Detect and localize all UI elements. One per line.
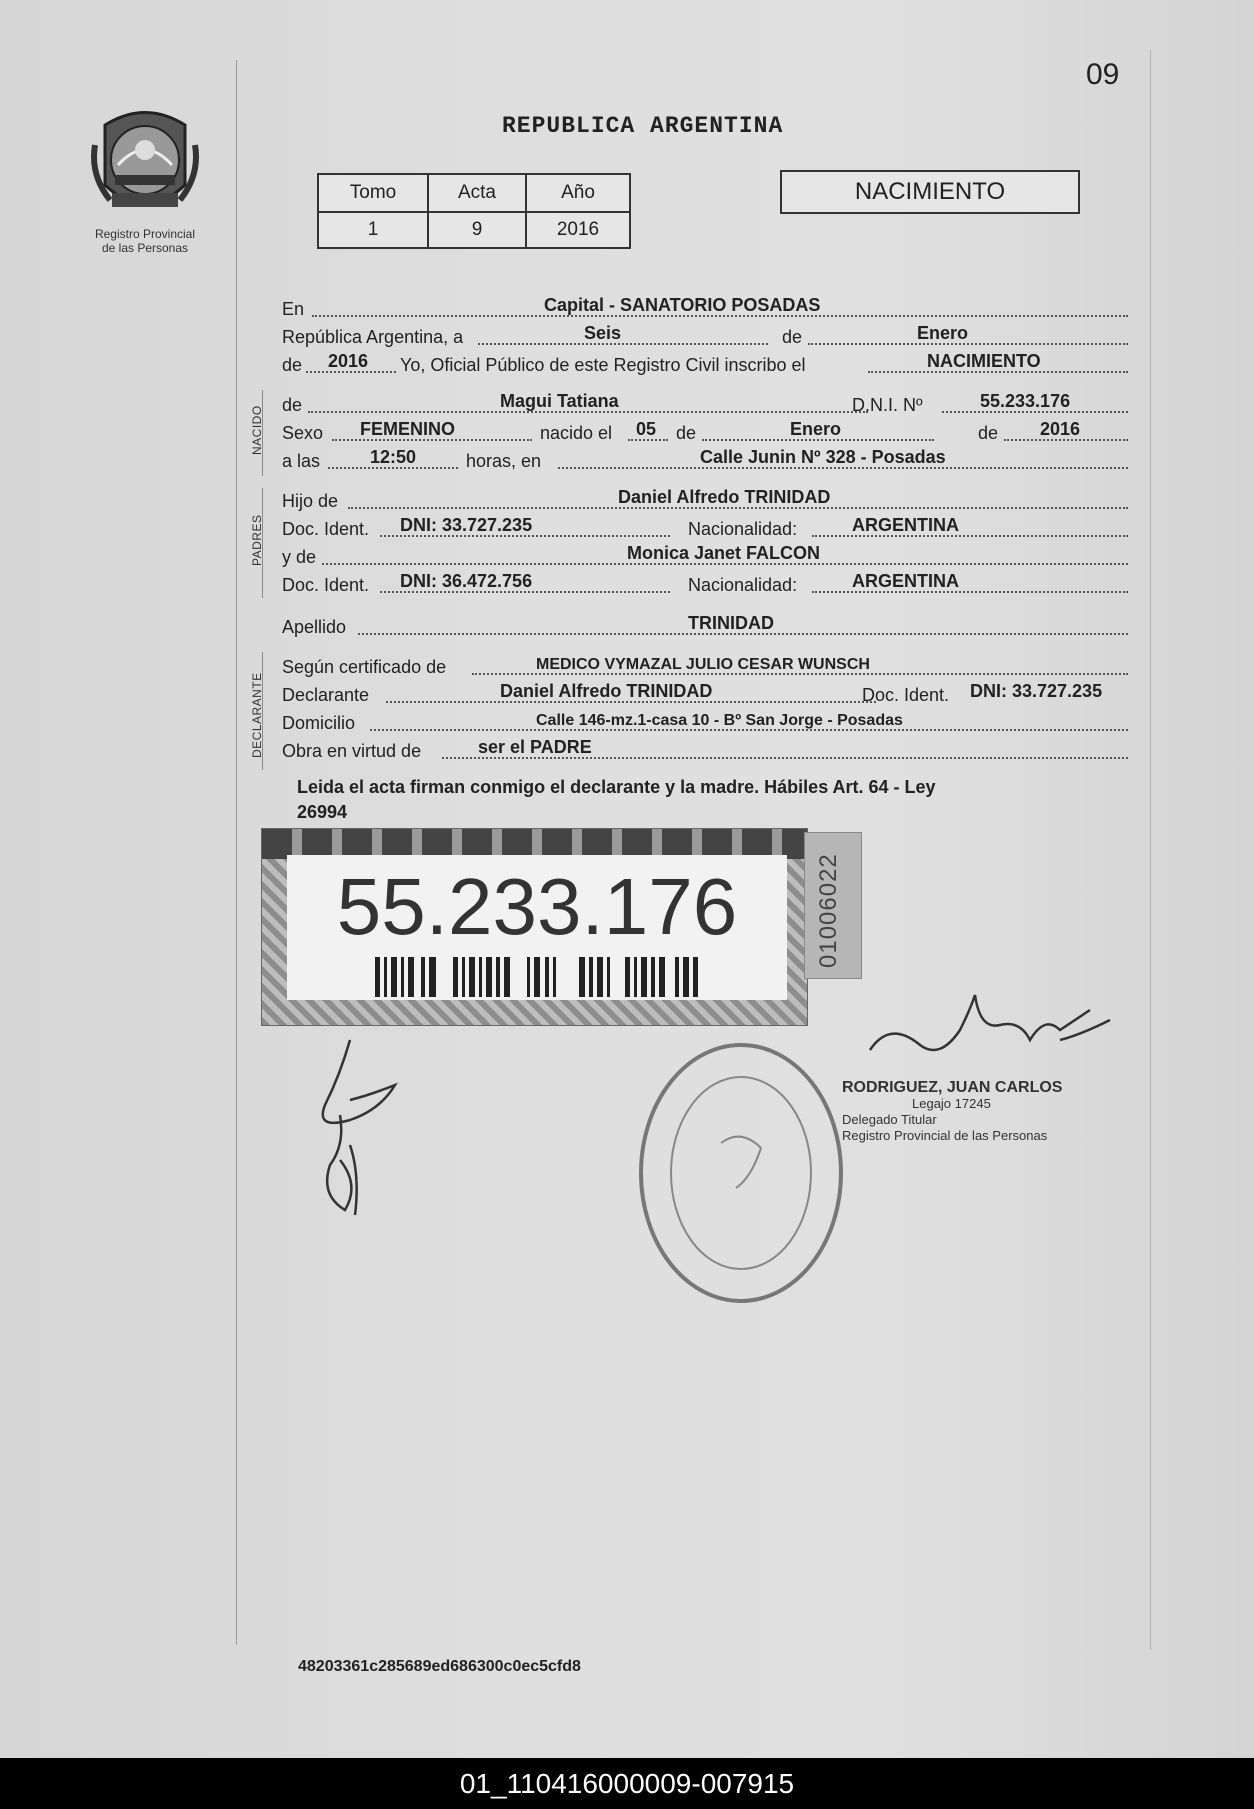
logo-caption-line1: Registro Provincial [94, 227, 196, 241]
label-a-las: a las [282, 451, 321, 471]
label-de-mes: de [676, 423, 697, 443]
serial-number: 01006022 [815, 853, 842, 968]
official-stamp [842, 1080, 1062, 1144]
value-certificado: MEDICO VYMAZAL JULIO CESAR WUNSCH [536, 656, 870, 673]
value-lugar-inscripcion: Capital - SANATORIO POSADAS [544, 295, 821, 315]
header-tomo: Tomo [318, 174, 428, 212]
official-legajo: Legajo 17245 [912, 1096, 991, 1111]
value-tomo: 1 [318, 212, 428, 248]
label-certificado: Según certificado de [282, 657, 447, 677]
label-de-nombre: de [282, 395, 303, 415]
line-madre [282, 542, 1128, 568]
line-padre [282, 486, 1128, 512]
value-padre-nac: ARGENTINA [852, 515, 959, 535]
label-nacido-el: nacido el [540, 423, 613, 443]
label-dni: D.N.I. Nº [852, 395, 923, 415]
provincial-emblem-icon [90, 105, 200, 223]
declarante-section-label: DECLARANTE [250, 672, 264, 758]
line-apellido [282, 612, 1128, 638]
page-number: 09 [1086, 58, 1120, 91]
line-en [282, 294, 1128, 320]
value-anio: 2016 [328, 351, 369, 371]
left-margin-rule [236, 60, 237, 1645]
line-certificado [282, 652, 1128, 678]
registry-logo [80, 105, 210, 255]
label-obra: Obra en virtud de [282, 741, 422, 761]
label-doc-declarante: Doc. Ident. [862, 685, 950, 705]
official-org: Registro Provincial de las Personas [842, 1128, 1048, 1143]
value-madre-dni: DNI: 36.472.756 [400, 571, 533, 591]
value-inscribo: NACIMIENTO [927, 351, 1041, 371]
label-doc-padre: Doc. Ident. [282, 519, 370, 539]
label-en: En [282, 299, 305, 319]
header-acta: Acta [428, 174, 526, 212]
value-padre: Daniel Alfredo TRINIDAD [618, 487, 831, 507]
scan-id-footer: 01_110416000009-007915 [0, 1758, 1254, 1809]
header-anio: Año [526, 174, 630, 212]
line-padre-doc [282, 514, 1128, 540]
label-domicilio: Domicilio [282, 713, 356, 733]
value-declarante: Daniel Alfredo TRINIDAD [500, 681, 713, 701]
value-acta: 9 [428, 212, 526, 248]
label-doc-madre: Doc. Ident. [282, 575, 370, 595]
line-anio [282, 350, 1128, 376]
label-de-anio: de [282, 355, 303, 375]
dni-security-sticker [261, 828, 808, 1026]
legal-note-line1: Leida el acta firman conmigo el declarante y la madre. Hábiles Art. 64 - Ley [297, 777, 936, 797]
value-domicilio: Calle 146-mz.1-casa 10 - Bº San Jorge - Posadas [536, 712, 903, 729]
label-y-de: y de [282, 547, 317, 567]
record-type-box: NACIMIENTO [780, 170, 1080, 214]
label-declarante: Declarante [282, 685, 370, 705]
value-anio: 2016 [526, 212, 630, 248]
value-madre-nac: ARGENTINA [852, 571, 959, 591]
value-mes: Enero [917, 323, 969, 343]
value-hora: 12:50 [370, 447, 417, 467]
label-apellido: Apellido [282, 617, 347, 637]
label-nac-padre: Nacionalidad: [688, 519, 798, 539]
right-margin-rule [1150, 50, 1151, 1650]
registry-seal-icon [636, 1038, 846, 1308]
label-de: de [782, 327, 803, 347]
value-obra: ser el PADRE [478, 737, 592, 757]
line-sexo [282, 418, 1128, 444]
value-sexo: FEMENINO [360, 419, 456, 439]
label-horas-en: horas, en [466, 451, 542, 471]
line-declarante [282, 680, 1128, 706]
sticker-label [287, 855, 787, 1000]
label-de-anio-nac: de [978, 423, 999, 443]
legal-note [297, 775, 1107, 825]
document-hash: 48203361c285689ed686300c0ec5cfd8 [298, 1658, 581, 1675]
serial-tag [804, 832, 862, 979]
value-lugar-nac: Calle Junin Nº 328 - Posadas [700, 447, 946, 467]
label-republica: República Argentina, a [282, 327, 464, 347]
value-apellido: TRINIDAD [688, 613, 774, 633]
signature-left-icon [310, 1035, 420, 1235]
sticker-dni-number: 55.233.176 [336, 862, 738, 951]
line-obra [282, 736, 1128, 762]
line-madre-doc [282, 570, 1128, 596]
value-dni: 55.233.176 [980, 391, 1071, 411]
value-dia-nac: 05 [636, 419, 657, 439]
label-nac-madre: Nacionalidad: [688, 575, 798, 595]
official-title: Delegado Titular [842, 1112, 937, 1127]
label-hijo-de: Hijo de [282, 491, 339, 511]
tomo-acta-anio-table [317, 173, 631, 249]
line-domicilio [282, 708, 1128, 734]
label-oficial: Yo, Oficial Público de este Registro Civil inscribo el [400, 355, 806, 375]
value-nombre: Magui Tatiana [500, 391, 619, 411]
official-name: RODRIGUEZ, JUAN CARLOS [842, 1079, 1063, 1096]
line-hora [282, 446, 1128, 472]
label-sexo: Sexo [282, 423, 324, 443]
line-fecha [282, 322, 1128, 348]
value-madre: Monica Janet FALCON [627, 543, 821, 563]
logo-caption-line2: de las Personas [101, 241, 189, 255]
value-mes-nac: Enero [790, 419, 842, 439]
value-doc-declarante: DNI: 33.727.235 [970, 681, 1103, 701]
barcode-icon [375, 957, 705, 997]
signature-right-icon [860, 990, 1120, 1090]
line-nombre [282, 390, 1128, 416]
nacido-section-label: NACIDO [250, 405, 264, 455]
padres-section-label: PADRES [250, 514, 264, 566]
value-dia: Seis [584, 323, 622, 343]
country-heading: REPUBLICA ARGENTINA [502, 113, 784, 139]
value-padre-dni: DNI: 33.727.235 [400, 515, 533, 535]
value-anio-nac: 2016 [1040, 419, 1081, 439]
legal-note-line2: 26994 [297, 802, 348, 822]
